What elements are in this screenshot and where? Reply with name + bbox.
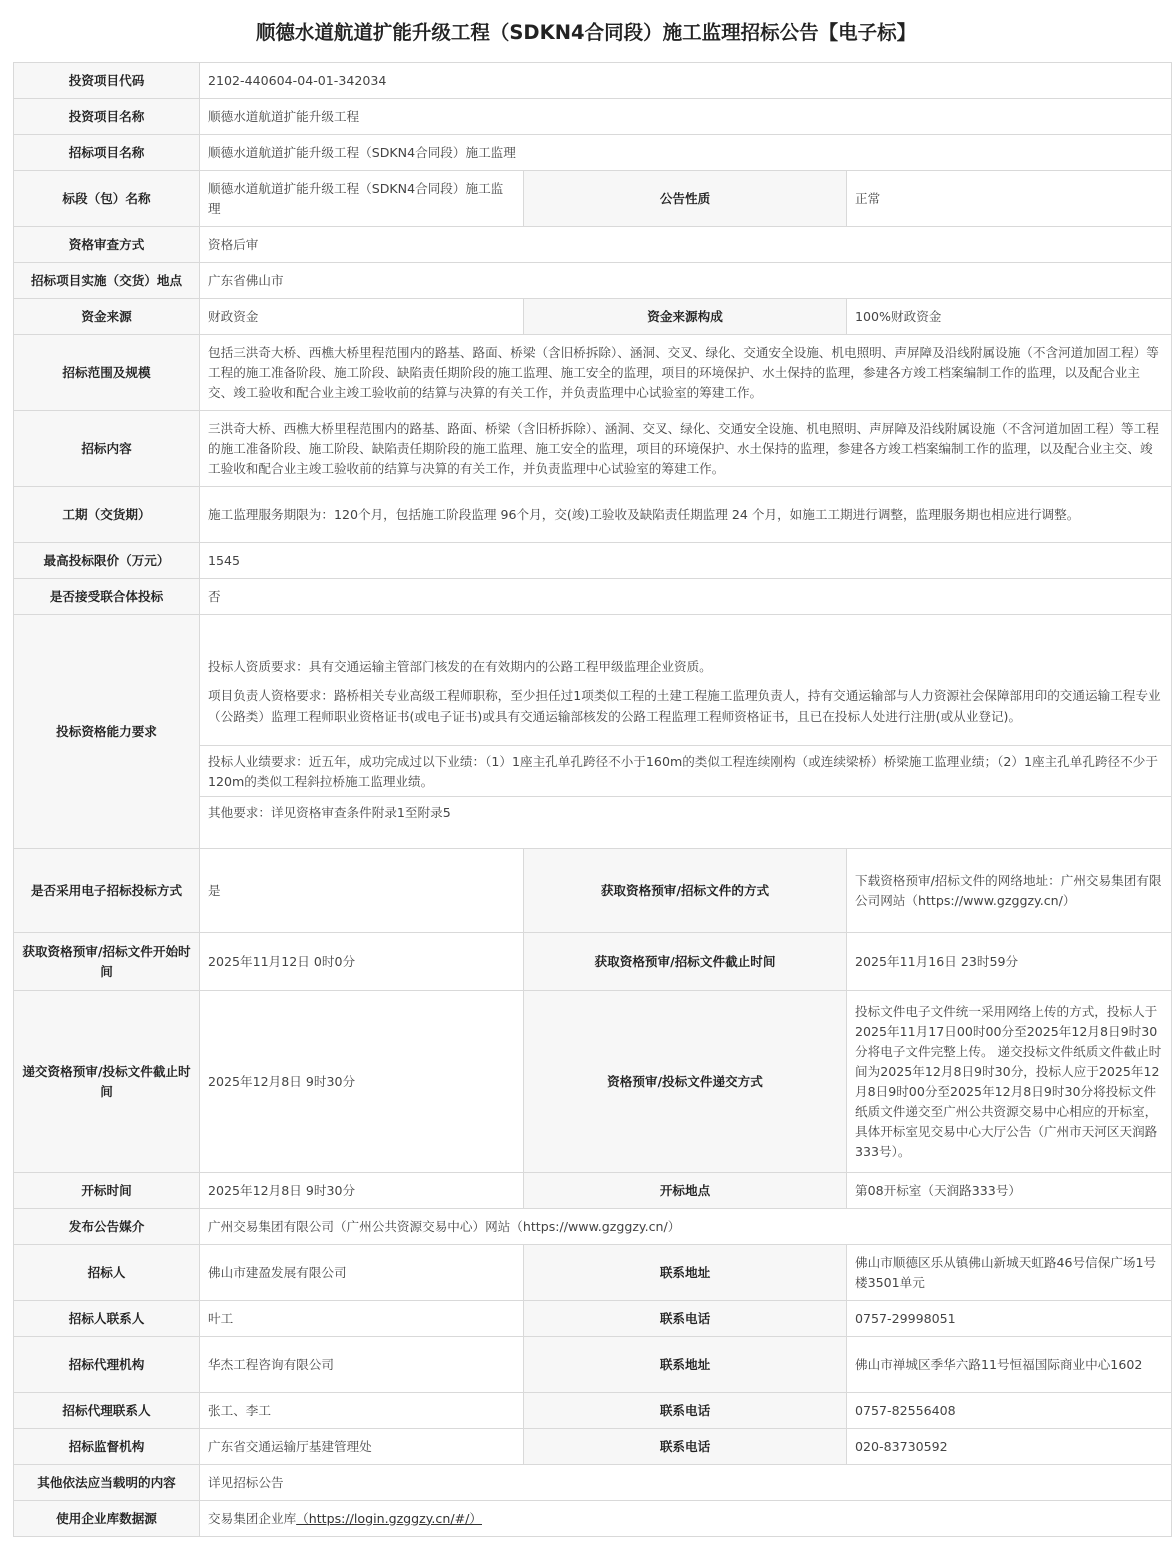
label-location: 招标项目实施（交货）地点 [14, 263, 200, 299]
label-project-name: 投资项目名称 [14, 99, 200, 135]
value-project-name: 顺德水道航道扩能升级工程 [200, 99, 1172, 135]
label-document-end: 获取资格预审/招标文件截止时间 [524, 933, 847, 991]
row-electronic-bidding [14, 849, 1172, 933]
value-document-start: 2025年11月12日 0时0分 [200, 933, 524, 991]
label-tenderer-address: 联系地址 [524, 1245, 847, 1301]
label-opening-place: 开标地点 [524, 1173, 847, 1209]
value-agency: 华杰工程咨询有限公司 [200, 1337, 524, 1393]
value-document-end: 2025年11月16日 23时59分 [847, 933, 1172, 991]
label-max-price: 最高投标限价（万元） [14, 543, 200, 579]
value-qualification-requirements [200, 615, 1172, 849]
row-scope [14, 335, 1172, 411]
value-tenderer: 佛山市建盈发展有限公司 [200, 1245, 524, 1301]
label-document-start: 获取资格预审/招标文件开始时间 [14, 933, 200, 991]
value-opening-place: 第08开标室（天润路333号） [847, 1173, 1172, 1209]
page-title: 顺德水道航道扩能升级工程（SDKN4合同段）施工监理招标公告【电子标】 [255, 21, 917, 44]
row-qualification-requirements [14, 615, 1172, 849]
value-tenderer-phone: 0757-29998051 [847, 1301, 1172, 1337]
label-project-code: 投资项目代码 [14, 63, 200, 99]
value-submission-deadline: 2025年12月8日 9时30分 [200, 991, 524, 1173]
value-submission-method: 投标文件电子文件统一采用网络上传的方式，投标人于2025年11月17日00时00分至2025年12月8日9时30分将电子文件完整上传。 递交投标文件纸质文件截止时间为2025年12月8日9时30分，投标人应于2025年12月8日9时00分至2025年12月8日9时30分将投标文件纸质文件递交至广州公共资源交易中心相应的开标室，具体开标室见交易中心大厅公告（广州市天河区天润路333号）。 [847, 991, 1172, 1173]
label-publish-media: 发布公告媒介 [14, 1209, 200, 1245]
row-project-name [14, 99, 1172, 135]
row-location [14, 263, 1172, 299]
label-submission-deadline: 递交资格预审/投标文件截止时间 [14, 991, 200, 1173]
value-notice-nature: 正常 [847, 171, 1172, 227]
label-agency-address: 联系地址 [524, 1337, 847, 1393]
row-duration [14, 487, 1172, 543]
value-duration: 施工监理服务期限为：120个月，包括施工阶段监理 96个月，交(竣)工验收及缺陷责任期监理 24 个月，如施工工期进行调整，监理服务期也相应进行调整。 [200, 487, 1172, 543]
row-agency [14, 1337, 1172, 1393]
value-location: 广东省佛山市 [200, 263, 1172, 299]
row-opening [14, 1173, 1172, 1209]
value-supervisor: 广东省交通运输厅基建管理处 [200, 1429, 524, 1465]
label-qualification-review: 资格审查方式 [14, 227, 200, 263]
row-tenderer-contact [14, 1301, 1172, 1337]
value-tenderer-address: 佛山市顺德区乐从镇佛山新城天虹路46号信保广场1号楼3501单元 [847, 1245, 1172, 1301]
value-tenderer-contact: 叶工 [200, 1301, 524, 1337]
label-consortium: 是否接受联合体投标 [14, 579, 200, 615]
row-tender-project-name [14, 135, 1172, 171]
value-enterprise-db [200, 1501, 1172, 1537]
row-publish-media [14, 1209, 1172, 1245]
row-other-content [14, 1465, 1172, 1501]
label-qualification-requirements: 投标资格能力要求 [14, 615, 200, 849]
row-fund-source [14, 299, 1172, 335]
qualification-other: 其他要求：详见资格审查条件附录1至附录5 [200, 796, 1171, 827]
value-agency-address: 佛山市禅城区季华六路11号恒福国际商业中心1602 [847, 1337, 1172, 1393]
label-duration: 工期（交货期） [14, 487, 200, 543]
value-tender-project-name: 顺德水道航道扩能升级工程（SDKN4合同段）施工监理 [200, 135, 1172, 171]
label-opening-time: 开标时间 [14, 1173, 200, 1209]
value-consortium: 否 [200, 579, 1172, 615]
label-agency-contact: 招标代理联系人 [14, 1393, 200, 1429]
label-tenderer-contact: 招标人联系人 [14, 1301, 200, 1337]
label-section-name: 标段（包）名称 [14, 171, 200, 227]
value-document-method: 下载资格预审/招标文件的网络地址：广州交易集团有限公司网站（https://www.gzggzy.cn/） [847, 849, 1172, 933]
value-supervisor-phone: 020-83730592 [847, 1429, 1172, 1465]
row-submission-deadline [14, 991, 1172, 1173]
row-project-code [14, 63, 1172, 99]
row-max-price [14, 543, 1172, 579]
qualification-bidder: 投标人资质要求：具有交通运输主管部门核发的在有效期内的公路工程甲级监理企业资质。 [208, 659, 712, 674]
label-agency-phone: 联系电话 [524, 1393, 847, 1429]
row-agency-contact [14, 1393, 1172, 1429]
row-section-name [14, 171, 1172, 227]
label-tender-project-name: 招标项目名称 [14, 135, 200, 171]
value-scope: 包括三洪奇大桥、西樵大桥里程范围内的路基、路面、桥梁（含旧桥拆除）、涵洞、交叉、绿化、交通安全设施、机电照明、声屏障及沿线附属设施（不含河道加固工程）等工程的施工准备阶段、施工阶段、缺陷责任期阶段的施工监理、施工安全的监理，项目的环境保护、水土保持的监理，参建各方竣工档案编制工作的监理，以及配合业主交、竣工验收和配合业主竣工验收前的结算与决算的有关工作，并负责监理中心试验室的筹建工作。 [200, 335, 1172, 411]
qualification-performance: 投标人业绩要求：近五年，成功完成过以下业绩：（1）1座主孔单孔跨径不小于160m的类似工程连续刚构（或连续梁桥）桥梁施工监理业绩；（2）1座主孔单孔跨径不少于120m的类似工程斜拉桥施工监理业绩。 [200, 745, 1171, 796]
value-fund-composition: 100%财政资金 [847, 299, 1172, 335]
label-document-method: 获取资格预审/招标文件的方式 [524, 849, 847, 933]
value-agency-contact: 张工、李工 [200, 1393, 524, 1429]
row-tenderer [14, 1245, 1172, 1301]
value-project-code: 2102-440604-04-01-342034 [200, 63, 1172, 99]
label-supervisor-phone: 联系电话 [524, 1429, 847, 1465]
row-enterprise-db [14, 1501, 1172, 1537]
row-document-start [14, 933, 1172, 991]
label-fund-composition: 资金来源构成 [524, 299, 847, 335]
row-consortium [14, 579, 1172, 615]
value-qualification-review: 资格后审 [200, 227, 1172, 263]
enterprise-db-link[interactable]: （https://login.gzggzy.cn/#/） [296, 1510, 482, 1526]
label-enterprise-db: 使用企业库数据源 [14, 1501, 200, 1537]
label-submission-method: 资格预审/投标文件递交方式 [524, 991, 847, 1173]
label-electronic-bidding: 是否采用电子招标投标方式 [14, 849, 200, 933]
value-section-name: 顺德水道航道扩能升级工程（SDKN4合同段）施工监理 [200, 171, 524, 227]
row-supervisor [14, 1429, 1172, 1465]
value-electronic-bidding: 是 [200, 849, 524, 933]
value-fund-source: 财政资金 [200, 299, 524, 335]
label-supervisor: 招标监督机构 [14, 1429, 200, 1465]
qualification-project-manager: 项目负责人资格要求：路桥相关专业高级工程师职称，至少担任过1项类似工程的土建工程施工监理负责人，持有交通运输部与人力资源社会保障部用印的交通运输工程专业（公路类）监理工程师职业资格证书(或电子证书)或具有交通运输部核发的公路工程监理工程师资格证书，且已在投标人处进行注册(或从业登记)。 [208, 688, 1161, 724]
label-other-content: 其他依法应当载明的内容 [14, 1465, 200, 1501]
label-notice-nature: 公告性质 [524, 171, 847, 227]
label-tenderer: 招标人 [14, 1245, 200, 1301]
enterprise-db-name: 交易集团企业库 [208, 1510, 297, 1526]
row-content [14, 411, 1172, 487]
label-tenderer-phone: 联系电话 [524, 1301, 847, 1337]
label-fund-source: 资金来源 [14, 299, 200, 335]
value-max-price: 1545 [200, 543, 1172, 579]
label-scope: 招标范围及规模 [14, 335, 200, 411]
label-agency: 招标代理机构 [14, 1337, 200, 1393]
tender-info-table [13, 62, 1172, 1537]
value-opening-time: 2025年12月8日 9时30分 [200, 1173, 524, 1209]
value-content: 三洪奇大桥、西樵大桥里程范围内的路基、路面、桥梁（含旧桥拆除）、涵洞、交叉、绿化、交通安全设施、机电照明、声屏障及沿线附属设施（不含河道加固工程）等工程的施工准备阶段、施工阶段、缺陷责任期阶段的施工监理、施工安全的监理，项目的环境保护、水土保持的监理，参建各方竣工档案编制工作的监理，以及配合业主交、竣工验收和配合业主竣工验收前的结算与决算的有关工作，并负责监理中心试验室的筹建工作。 [200, 411, 1172, 487]
value-publish-media: 广州交易集团有限公司（广州公共资源交易中心）网站（https://www.gzggzy.cn/） [200, 1209, 1172, 1245]
label-content: 招标内容 [14, 411, 200, 487]
row-qualification-review [14, 227, 1172, 263]
value-agency-phone: 0757-82556408 [847, 1393, 1172, 1429]
value-other-content: 详见招标公告 [200, 1465, 1172, 1501]
